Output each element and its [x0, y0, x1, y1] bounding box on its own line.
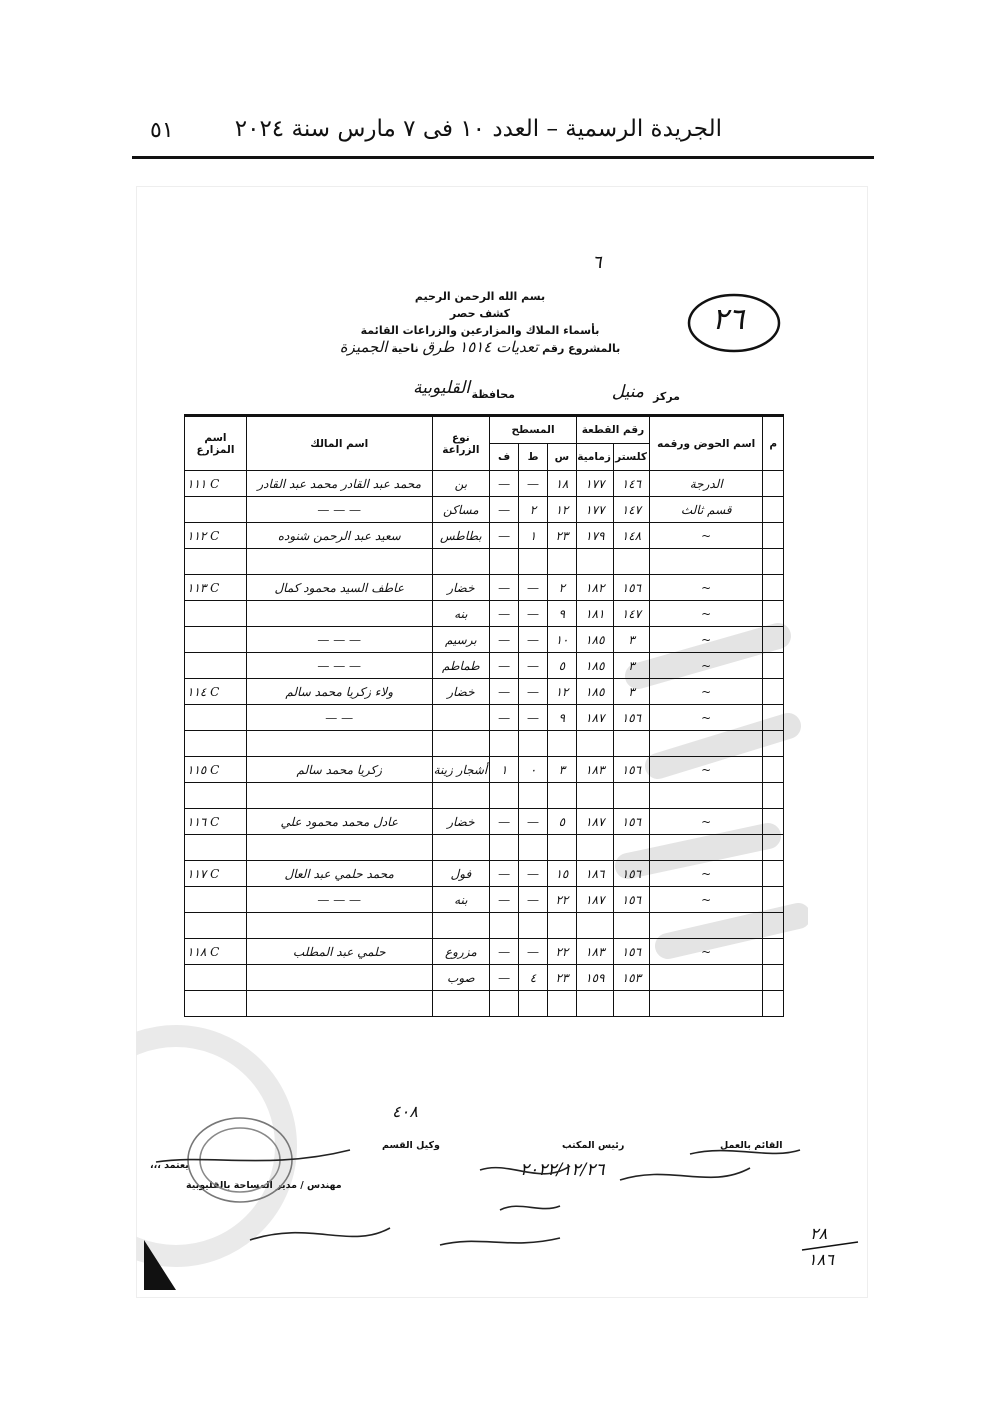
crop-cell: خضار: [432, 809, 490, 835]
top-number: ٦: [592, 252, 602, 273]
form-subtitle: بأسماء الملاك والمزارعين والزراعات القائمة: [360, 324, 600, 337]
cadastral-cell: [613, 991, 649, 1017]
crop-cell: [432, 731, 490, 757]
page-ref-top: ٢٨: [810, 1224, 828, 1243]
f-cell: —: [490, 809, 519, 835]
s-cell: ٢٢: [547, 939, 576, 965]
t-cell: —: [519, 861, 548, 887]
basin-cell: ~: [650, 757, 763, 783]
basin-cell: قسم ثالث: [650, 497, 763, 523]
crop-cell: خضار: [432, 575, 490, 601]
crop-cell: صوب: [432, 965, 490, 991]
zirai-cell: ١٨٣: [576, 757, 613, 783]
sheet-number: ٢٦: [712, 302, 745, 337]
farmer-cell: ١١٣ C: [185, 575, 247, 601]
col-m-cell: [763, 809, 784, 835]
basin-cell: ~: [650, 627, 763, 653]
t-cell: [519, 835, 548, 861]
zirai-cell: ١٨١: [576, 601, 613, 627]
basin-cell: ~: [650, 887, 763, 913]
farmer-cell: ١١١ C: [185, 471, 247, 497]
col-cadastral: كلستر: [613, 444, 649, 471]
table-row: [185, 679, 784, 705]
project-line: [330, 339, 630, 357]
zirai-cell: ١٨٣: [576, 939, 613, 965]
f-cell: [490, 783, 519, 809]
zirai-cell: ١٨٦: [576, 861, 613, 887]
f-cell: [490, 549, 519, 575]
f-cell: —: [490, 601, 519, 627]
table-row: [185, 913, 784, 939]
markaz-value: منيل: [611, 382, 644, 402]
owner-cell: — —: [246, 705, 432, 731]
farmer-cell: [185, 991, 247, 1017]
f-cell: —: [490, 627, 519, 653]
col-owner: اسم المالك: [246, 416, 432, 471]
basmala: بسم الله الرحمن الرحيم: [414, 290, 546, 303]
t-cell: [519, 991, 548, 1017]
label-office-head: رئيس المكتب: [562, 1140, 625, 1151]
farmer-cell: [185, 913, 247, 939]
farmer-cell: ١١٦ C: [185, 809, 247, 835]
col-m-cell: [763, 601, 784, 627]
zirai-cell: ١٨٢: [576, 575, 613, 601]
crop-cell: فول: [432, 861, 490, 887]
cadastral-cell: ١٥٦: [613, 575, 649, 601]
zirai-cell: [576, 731, 613, 757]
table-row: [185, 653, 784, 679]
col-m-cell: [763, 627, 784, 653]
owner-cell: عادل محمد محمود علي: [246, 809, 432, 835]
s-cell: ٩: [547, 705, 576, 731]
cadastral-cell: ١٤٨: [613, 523, 649, 549]
farmer-cell: [185, 601, 247, 627]
col-m-cell: [763, 991, 784, 1017]
farmer-cell: [185, 731, 247, 757]
cadastral-cell: ١٥٦: [613, 809, 649, 835]
farmer-cell: [185, 549, 247, 575]
basin-cell: [650, 783, 763, 809]
s-cell: ١٥: [547, 861, 576, 887]
table-row: [185, 471, 784, 497]
f-cell: [490, 913, 519, 939]
f-cell: —: [490, 523, 519, 549]
col-m-cell: [763, 913, 784, 939]
basin-cell: [650, 835, 763, 861]
farmer-cell: [185, 887, 247, 913]
label-section-agent: وكيل القسم: [382, 1140, 440, 1151]
farmer-cell: [185, 965, 247, 991]
col-f: ف: [490, 444, 519, 471]
table-row: [185, 575, 784, 601]
basin-cell: ~: [650, 809, 763, 835]
cadastral-cell: [613, 783, 649, 809]
table-row: [185, 705, 784, 731]
f-cell: [490, 835, 519, 861]
sheet-number-circle: [686, 292, 782, 354]
t-cell: ١: [519, 523, 548, 549]
farmer-cell: ١١٧ C: [185, 861, 247, 887]
owner-cell: [246, 965, 432, 991]
t-cell: [519, 731, 548, 757]
owner-cell: حلمي عبد المطلب: [246, 939, 432, 965]
col-crop-type: نوع الزراعة: [432, 416, 490, 471]
basin-cell: ~: [650, 861, 763, 887]
t-cell: [519, 913, 548, 939]
t-cell: —: [519, 575, 548, 601]
table-row: [185, 757, 784, 783]
t-cell: ٠: [519, 757, 548, 783]
table-row: [185, 731, 784, 757]
s-cell: [547, 549, 576, 575]
s-cell: [547, 731, 576, 757]
crop-cell: بنه: [432, 887, 490, 913]
governorate-value: القليوبية: [412, 378, 470, 398]
cadastral-cell: ١٥٦: [613, 757, 649, 783]
s-cell: [547, 913, 576, 939]
t-cell: —: [519, 887, 548, 913]
page-number: ٥١: [150, 118, 174, 143]
s-cell: ٢٣: [547, 965, 576, 991]
crop-cell: برسيم: [432, 627, 490, 653]
crop-cell: [432, 991, 490, 1017]
table-row: [185, 887, 784, 913]
crop-cell: بطاطس: [432, 523, 490, 549]
cadastral-cell: [613, 731, 649, 757]
cadastral-cell: [613, 549, 649, 575]
zirai-cell: [576, 549, 613, 575]
table-row: [185, 809, 784, 835]
cadastral-cell: [613, 835, 649, 861]
table-row: [185, 601, 784, 627]
crop-cell: [432, 835, 490, 861]
cadastral-cell: ١٥٦: [613, 705, 649, 731]
owner-cell: محمد عبد القادر محمد عبد القادر: [246, 471, 432, 497]
total-mark: ٤٠٨: [392, 1102, 418, 1121]
basin-cell: الدرجة: [650, 471, 763, 497]
farmer-cell: [185, 783, 247, 809]
page-reference: [796, 1222, 866, 1282]
approved-label: يعتمد ،،،: [150, 1160, 189, 1171]
col-m-cell: [763, 939, 784, 965]
table-row: [185, 835, 784, 861]
table-header-row: [185, 416, 784, 444]
owner-cell: [246, 991, 432, 1017]
form-title: كشف حصر: [449, 307, 511, 320]
s-cell: ٢٣: [547, 523, 576, 549]
s-cell: ٥: [547, 653, 576, 679]
col-m-cell: [763, 731, 784, 757]
zirai-cell: ١٧٧: [576, 471, 613, 497]
col-m-cell: [763, 887, 784, 913]
owner-cell: زكريا محمد سالم: [246, 757, 432, 783]
farmer-cell: [185, 627, 247, 653]
owner-cell: [246, 549, 432, 575]
f-cell: —: [490, 861, 519, 887]
owner-cell: عاطف السيد محمود كمال: [246, 575, 432, 601]
table-row: [185, 991, 784, 1017]
col-t: ط: [519, 444, 548, 471]
project-prefix: بالمشروع رقم: [542, 342, 621, 355]
basin-cell: ~: [650, 575, 763, 601]
t-cell: ٢: [519, 497, 548, 523]
signature-labels: [150, 1140, 783, 1160]
cadastral-cell: ١٥٦: [613, 861, 649, 887]
t-cell: —: [519, 939, 548, 965]
f-cell: —: [490, 497, 519, 523]
s-cell: [547, 991, 576, 1017]
t-cell: —: [519, 705, 548, 731]
table-row: [185, 861, 784, 887]
col-m: م: [763, 416, 784, 471]
farmer-cell: ١١٤ C: [185, 679, 247, 705]
cadastral-cell: [613, 913, 649, 939]
s-cell: ١٨: [547, 471, 576, 497]
t-cell: —: [519, 627, 548, 653]
owner-cell: — — —: [246, 627, 432, 653]
owner-cell: — — —: [246, 887, 432, 913]
date-handwritten: ٢٠٢٢/١٢/٢٦: [520, 1160, 605, 1180]
engineer-label: مهندس / مدير المساحة بالقليوبية: [186, 1180, 342, 1191]
owner-cell: سعيد عبد الرحمن شنوده: [246, 523, 432, 549]
basin-cell: [650, 991, 763, 1017]
zirai-cell: ١٧٩: [576, 523, 613, 549]
basin-cell: ~: [650, 705, 763, 731]
zirai-cell: [576, 913, 613, 939]
zirai-cell: ١٨٥: [576, 653, 613, 679]
farmer-cell: [185, 653, 247, 679]
journal-title: الجريدة الرسمية – العدد ١٠ فى ٧ مارس سنة ٢٠٢٤: [234, 116, 722, 142]
basin-cell: ~: [650, 601, 763, 627]
page-header: [132, 112, 872, 152]
zirai-cell: ١٧٧: [576, 497, 613, 523]
s-cell: ٢٢: [547, 887, 576, 913]
owner-cell: [246, 835, 432, 861]
col-m-cell: [763, 653, 784, 679]
table-body: [185, 471, 784, 1017]
basin-cell: [650, 913, 763, 939]
table-row: [185, 783, 784, 809]
s-cell: [547, 835, 576, 861]
f-cell: [490, 991, 519, 1017]
f-cell: —: [490, 965, 519, 991]
s-cell: ٥: [547, 809, 576, 835]
zirai-cell: ١٨٧: [576, 705, 613, 731]
s-cell: [547, 783, 576, 809]
table-row: [185, 497, 784, 523]
cadastral-cell: ١٥٣: [613, 965, 649, 991]
project-value: تعديات ١٥١٤ طرق: [422, 338, 539, 356]
col-basin: اسم الحوض ورقمه: [650, 416, 763, 471]
cadastral-cell: ١٤٧: [613, 497, 649, 523]
f-cell: —: [490, 575, 519, 601]
s-cell: ١٢: [547, 497, 576, 523]
col-m-cell: [763, 835, 784, 861]
crop-cell: بن: [432, 471, 490, 497]
crop-cell: خضار: [432, 679, 490, 705]
zirai-cell: ١٨٧: [576, 887, 613, 913]
farmer-cell: [185, 705, 247, 731]
s-cell: ٢: [547, 575, 576, 601]
col-m-cell: [763, 783, 784, 809]
s-cell: ٣: [547, 757, 576, 783]
zirai-cell: ١٨٥: [576, 627, 613, 653]
f-cell: —: [490, 471, 519, 497]
col-m-cell: [763, 549, 784, 575]
table-row: [185, 549, 784, 575]
table-row: [185, 965, 784, 991]
col-m-cell: [763, 497, 784, 523]
f-cell: ١: [490, 757, 519, 783]
zirai-cell: [576, 835, 613, 861]
col-farmer: اسم المزارع: [185, 416, 247, 471]
zirai-cell: ١٨٥: [576, 679, 613, 705]
col-s: س: [547, 444, 576, 471]
col-m-cell: [763, 679, 784, 705]
farmer-cell: [185, 835, 247, 861]
basin-cell: ~: [650, 939, 763, 965]
owner-cell: — — —: [246, 497, 432, 523]
crop-cell: أشجار زينة: [432, 757, 490, 783]
col-plot-number: رقم القطعة: [576, 416, 649, 444]
col-m-cell: [763, 861, 784, 887]
cadastral-cell: ٣: [613, 679, 649, 705]
table-row: [185, 523, 784, 549]
col-zirai: زمامية: [576, 444, 613, 471]
basin-cell: ~: [650, 523, 763, 549]
crop-cell: [432, 705, 490, 731]
col-m-cell: [763, 575, 784, 601]
basin-cell: [650, 549, 763, 575]
farmer-cell: [185, 497, 247, 523]
f-cell: —: [490, 679, 519, 705]
owner-cell: [246, 913, 432, 939]
col-m-cell: [763, 965, 784, 991]
crop-cell: [432, 913, 490, 939]
cadastral-cell: ١٥٦: [613, 939, 649, 965]
farmer-cell: ١١٢ C: [185, 523, 247, 549]
nahia-label: ناحية: [391, 342, 419, 355]
zirai-cell: [576, 991, 613, 1017]
basin-cell: ~: [650, 679, 763, 705]
cadastral-cell: ٣: [613, 627, 649, 653]
owner-cell: [246, 783, 432, 809]
t-cell: ٤: [519, 965, 548, 991]
f-cell: [490, 731, 519, 757]
owner-cell: — — —: [246, 653, 432, 679]
basin-cell: [650, 965, 763, 991]
t-cell: —: [519, 809, 548, 835]
owner-cell: محمد حلمي عبد العال: [246, 861, 432, 887]
f-cell: —: [490, 705, 519, 731]
f-cell: —: [490, 653, 519, 679]
basin-cell: ~: [650, 653, 763, 679]
owner-cell: ولاء زكريا محمد سالم: [246, 679, 432, 705]
nahia-value: الجميزة: [339, 338, 388, 356]
col-m-cell: [763, 523, 784, 549]
owner-cell: [246, 731, 432, 757]
t-cell: [519, 549, 548, 575]
crop-cell: [432, 549, 490, 575]
zirai-cell: ١٨٧: [576, 809, 613, 835]
col-m-cell: [763, 471, 784, 497]
label-worker: القائم بالعمل: [720, 1140, 783, 1151]
cadastral-cell: ١٥٦: [613, 887, 649, 913]
t-cell: [519, 783, 548, 809]
markaz-label: مركز: [653, 390, 680, 403]
cadastral-cell: ١٤٦: [613, 471, 649, 497]
farmer-cell: ١١٨ C: [185, 939, 247, 965]
f-cell: —: [490, 887, 519, 913]
f-cell: —: [490, 939, 519, 965]
crop-cell: بنه: [432, 601, 490, 627]
t-cell: —: [519, 653, 548, 679]
crop-cell: [432, 783, 490, 809]
basin-cell: [650, 731, 763, 757]
page-ref-bottom: ١٨٦: [808, 1250, 834, 1269]
t-cell: —: [519, 601, 548, 627]
s-cell: ٩: [547, 601, 576, 627]
governorate-label: محافظة: [471, 388, 515, 401]
survey-table: [184, 414, 784, 1017]
corner-triangle-icon: [144, 1240, 176, 1290]
col-m-cell: [763, 757, 784, 783]
table-row: [185, 627, 784, 653]
crop-cell: مزروع: [432, 939, 490, 965]
zirai-cell: ١٥٩: [576, 965, 613, 991]
t-cell: —: [519, 679, 548, 705]
col-area: المسطح: [490, 416, 577, 444]
s-cell: ١٢: [547, 679, 576, 705]
s-cell: ١٠: [547, 627, 576, 653]
crop-cell: مساكن: [432, 497, 490, 523]
table-row: [185, 939, 784, 965]
header-rule: [132, 156, 874, 159]
crop-cell: طماطم: [432, 653, 490, 679]
cadastral-cell: ١٤٧: [613, 601, 649, 627]
t-cell: —: [519, 471, 548, 497]
cadastral-cell: ٣: [613, 653, 649, 679]
form-header: [330, 288, 630, 357]
owner-cell: [246, 601, 432, 627]
zirai-cell: [576, 783, 613, 809]
col-m-cell: [763, 705, 784, 731]
farmer-cell: ١١٥ C: [185, 757, 247, 783]
